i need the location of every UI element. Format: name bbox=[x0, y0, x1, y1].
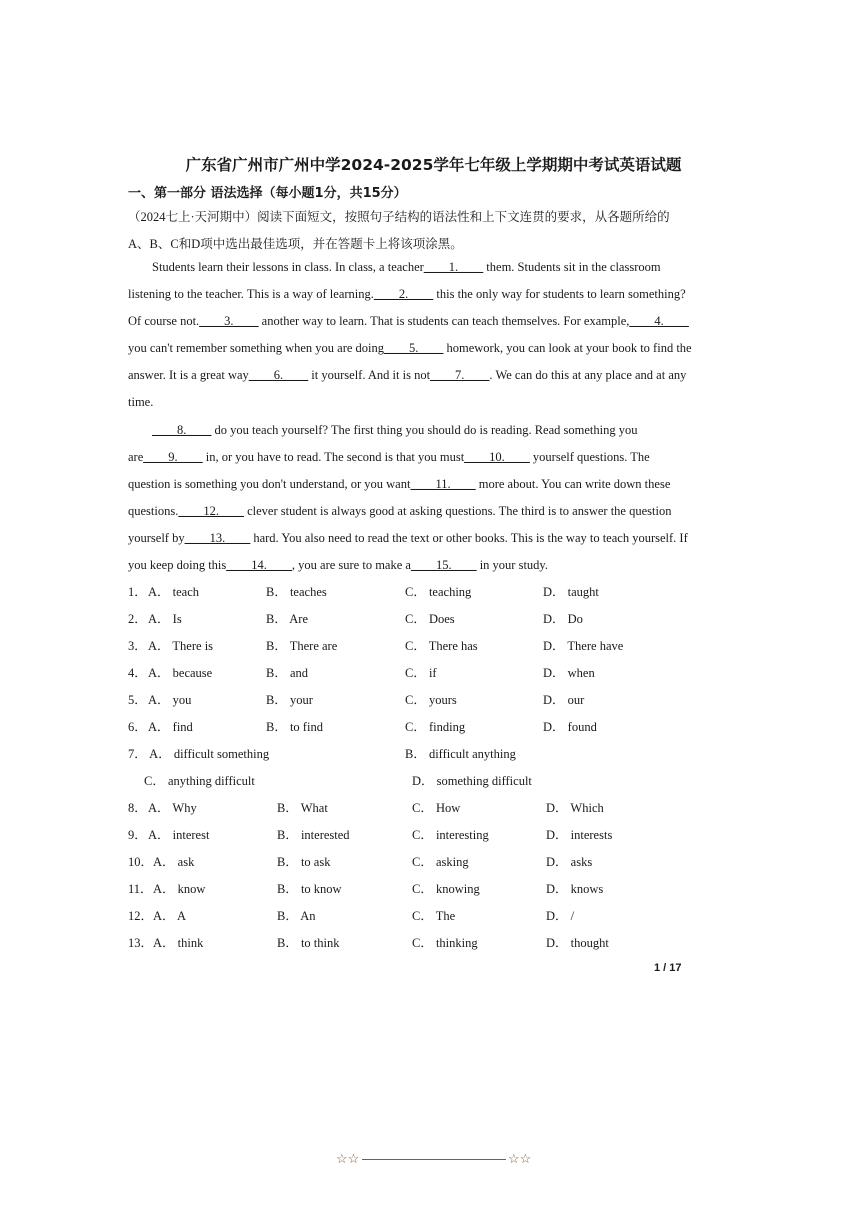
passage-text: in your study. bbox=[476, 558, 548, 572]
option-b: B． difficult anything bbox=[405, 747, 516, 761]
option-a: A． find bbox=[148, 720, 193, 734]
passage-text: . We can do this at any place and at any time. bbox=[128, 368, 687, 409]
option-c: C． anything difficult bbox=[144, 774, 255, 788]
passage-text: Students learn their lessons in class. In class, a teacher bbox=[152, 260, 424, 274]
passage-text: in, or you have to read. The second is that you must bbox=[202, 450, 465, 464]
blank-13: ____13.____ bbox=[184, 531, 251, 545]
option-d: D． interests bbox=[546, 828, 613, 842]
question-number: 8． bbox=[128, 801, 147, 815]
blank-2: ____2.____ bbox=[373, 287, 434, 301]
option-a: A． teach bbox=[148, 585, 200, 599]
question-options bbox=[128, 822, 688, 849]
option-a: A． There is bbox=[148, 639, 214, 653]
footer-divider bbox=[362, 1159, 506, 1160]
option-c: C． Does bbox=[405, 612, 455, 626]
question-options bbox=[128, 903, 688, 930]
blank-8: ____8.____ bbox=[152, 423, 212, 437]
passage-text: hard. You also need to read the text or other books. This is the way to teach yourself. If you keep doing this bbox=[128, 531, 688, 572]
blank-9: ____9.____ bbox=[143, 450, 203, 464]
section-heading: 一、第一部分 语法选择（每小题1分，共15分） bbox=[128, 186, 407, 201]
question-number: 6． bbox=[128, 720, 147, 734]
blank-15: ____15.____ bbox=[410, 558, 477, 572]
option-d: D． asks bbox=[546, 855, 593, 869]
star-icon: ☆☆ bbox=[508, 1151, 532, 1166]
instructions: （2024七上·天河期中）阅读下面短文，按照句子结构的语法性和上下文连贯的要求，从各题所给的A、B、C和D项中选出最佳选项，并在答题卡上将该项涂黑。 bbox=[128, 210, 670, 251]
option-b: B． your bbox=[266, 693, 313, 707]
document-title: 广东省广州市广州中学2024-2025学年七年级上学期期中考试英语试题 bbox=[185, 156, 682, 174]
question-number: 1． bbox=[128, 585, 147, 599]
option-c: C． knowing bbox=[412, 882, 480, 896]
option-b: B． to think bbox=[277, 936, 340, 950]
option-b: B． What bbox=[277, 801, 328, 815]
option-a: A． Is bbox=[148, 612, 182, 626]
blank-14: ____14.____ bbox=[226, 558, 292, 572]
passage-paragraph-2 bbox=[128, 417, 693, 579]
option-d: D． taught bbox=[543, 585, 599, 599]
option-a: A． think bbox=[153, 936, 204, 950]
blank-7: ____7.____ bbox=[430, 368, 490, 382]
blank-1: ____1.____ bbox=[423, 260, 484, 274]
option-d: D． Which bbox=[546, 801, 604, 815]
question-options bbox=[128, 687, 688, 714]
option-d: D． something difficult bbox=[412, 774, 532, 788]
option-b: B． interested bbox=[277, 828, 350, 842]
question-number: 2． bbox=[128, 612, 147, 626]
option-d: D． when bbox=[543, 666, 595, 680]
passage-text: another way to learn. That is students can teach themselves. For example, bbox=[258, 314, 630, 328]
blank-11: ____11.____ bbox=[410, 477, 476, 491]
option-a: A． ask bbox=[153, 855, 195, 869]
question-options bbox=[128, 714, 688, 741]
passage-text: , you are sure to make a bbox=[291, 558, 411, 572]
option-a: 7． A． difficult something bbox=[128, 747, 270, 761]
passage-paragraph-1 bbox=[128, 254, 693, 416]
question-options bbox=[128, 795, 688, 822]
question-number: 13． bbox=[128, 936, 154, 950]
question-number: 4． bbox=[128, 666, 147, 680]
option-c: C． finding bbox=[405, 720, 466, 734]
passage-text: it yourself. And it is not bbox=[308, 368, 431, 382]
blank-6: ____6.____ bbox=[248, 368, 309, 382]
option-c: C． The bbox=[412, 909, 456, 923]
passage-text: you can't remember something when you are doing bbox=[128, 341, 384, 355]
option-d: D． found bbox=[543, 720, 597, 734]
star-icon: ☆☆ bbox=[336, 1151, 360, 1166]
page-number: 1 / 17 bbox=[654, 962, 682, 974]
option-c: C． yours bbox=[405, 693, 457, 707]
option-d: D． thought bbox=[546, 936, 609, 950]
option-b: B． to know bbox=[277, 882, 342, 896]
option-c: C． teaching bbox=[405, 585, 472, 599]
option-c: C． There has bbox=[405, 639, 478, 653]
option-c: C． How bbox=[412, 801, 461, 815]
question-number: 12． bbox=[128, 909, 154, 923]
option-a: A． you bbox=[148, 693, 192, 707]
question-options bbox=[128, 876, 688, 903]
question-number: 5． bbox=[128, 693, 147, 707]
question-number: 3． bbox=[128, 639, 147, 653]
option-a: A． Why bbox=[148, 801, 197, 815]
option-c: C． if bbox=[405, 666, 437, 680]
option-d: D． Do bbox=[543, 612, 583, 626]
option-b: B． and bbox=[266, 666, 309, 680]
blank-10: ____10.____ bbox=[464, 450, 530, 464]
option-b: B． to find bbox=[266, 720, 323, 734]
blank-12: ____12.____ bbox=[178, 504, 244, 518]
option-d: D． knows bbox=[546, 882, 604, 896]
question-options bbox=[128, 930, 688, 957]
passage-text: homework, you can look at your book to find the answer. It is a great way bbox=[128, 341, 692, 382]
passage-text: yourself questions. The question is something you don't understand, or you want bbox=[128, 450, 650, 491]
blank-3: ____3.____ bbox=[199, 314, 259, 328]
option-b: B． to ask bbox=[277, 855, 331, 869]
question-number: 11． bbox=[128, 882, 153, 896]
option-b: B． Are bbox=[266, 612, 309, 626]
option-b: B． There are bbox=[266, 639, 338, 653]
question-options bbox=[128, 579, 688, 606]
option-c: C． asking bbox=[412, 855, 469, 869]
option-a: A． interest bbox=[148, 828, 210, 842]
passage-text: this the only way for students to learn something? Of course not. bbox=[128, 287, 686, 328]
footer-ornament bbox=[336, 1150, 536, 1168]
passage-text: clever student is always good at asking questions. The third is to answer the question yourself by bbox=[128, 504, 672, 545]
question-options bbox=[128, 633, 688, 660]
passage-text: more about. You can write down these questions. bbox=[128, 477, 671, 518]
question-number: 10． bbox=[128, 855, 154, 869]
question-options bbox=[128, 660, 688, 687]
question-options bbox=[128, 606, 688, 633]
question-options bbox=[128, 768, 688, 795]
passage-text: them. Students sit in the classroom listening to the teacher. This is a way of learning. bbox=[128, 260, 661, 301]
option-a: A． A bbox=[153, 909, 186, 923]
blank-4: ____4.____ bbox=[629, 314, 689, 328]
option-b: B． teaches bbox=[266, 585, 327, 599]
option-c: C． interesting bbox=[412, 828, 489, 842]
option-d: D． There have bbox=[543, 639, 624, 653]
passage-text: do you teach yourself? The first thing you should do is reading. Read something you are bbox=[128, 423, 638, 464]
question-options bbox=[128, 741, 688, 768]
option-a: A． know bbox=[153, 882, 206, 896]
option-d: D． / bbox=[546, 909, 575, 923]
question-options bbox=[128, 849, 688, 876]
option-b: B． An bbox=[277, 909, 316, 923]
option-a: A． because bbox=[148, 666, 213, 680]
option-d: D． our bbox=[543, 693, 585, 707]
blank-5: ____5.____ bbox=[384, 341, 444, 355]
question-number: 9． bbox=[128, 828, 147, 842]
option-c: C． thinking bbox=[412, 936, 478, 950]
